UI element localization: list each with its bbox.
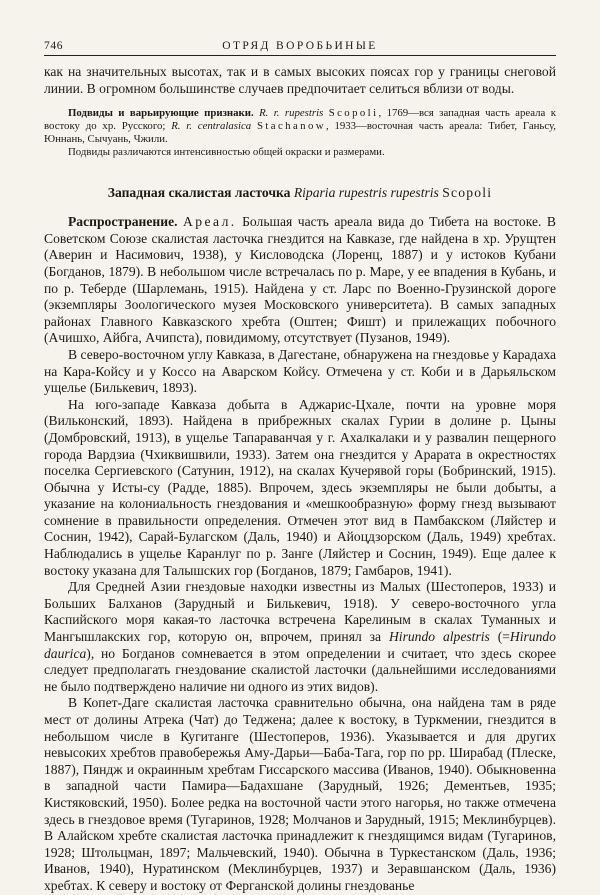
section-title-latin: Riparia rupestris rupestris <box>293 185 439 201</box>
p4-text-a: Для Средней Азии гнездовые находки известны из Малых (Шестоперов, 1933) и Больших Балханов (Зарудный и Билькевич, 1918). У северо-восточного угла Каспийского моря какая-то ласточка встречена Карелиным в скалах Туманных и Мангышлакских гор, которую он, впрочем, принял за <box>44 579 556 645</box>
distribution-p1-text: Большая часть ареала вида до Тибета на востоке. В Советском Союзе скалистая ласточка гнездится на Кавказе, где найдена в хр. Урущтен (Аверин и Насимович, 1938), у Кисловодска (Лоренц, 1887) и у истоков Кубани (Богданов, 1879). В небольшом числе встречалась по р. Маре, у ее впадения в Кубань, и по р. Теберде (Шарлемань, 1915). Найдена у ст. Ларс по Военно-Грузинской дороге (экземпляры Зоологического музея Московского университета). В самых западных районах Главного Кавказского хребта (Оштен; Фишт) и прилежащих побочного (Ачишхо, Айбга, Ачипста), повидимому, отсутствует (Пузанов, 1949). <box>44 214 556 346</box>
subspecies-block <box>44 107 556 159</box>
subspecies-author-1: Scopoli <box>328 107 379 120</box>
subspecies-note: Подвиды различаются интенсивностью общей окраски и размерами. <box>68 146 385 159</box>
distribution-section <box>44 214 556 894</box>
p4-latin-1: Hirundo alpestris <box>388 629 490 645</box>
subspecies-author-2: Stachanow <box>256 120 326 133</box>
subspecies-text-2: , 1933—восточная часть ареала: Тибет, Ганьсу, Юннань, Сычуань, Чжили. <box>44 120 557 146</box>
distribution-paragraph-4 <box>44 579 556 695</box>
areal-label: Ареал. <box>183 214 237 230</box>
p4-latin-2: Hirundo daurica <box>44 629 556 661</box>
header-rule <box>44 55 556 56</box>
section-title-author: Scopoli <box>442 185 493 201</box>
distribution-lead: Распространение. <box>68 214 178 230</box>
distribution-paragraph-2: В северо-восточном углу Кавказа, в Дагестане, обнаружена на гнездовье у Карадаха на Кара-Койсу и у Коссо на Аварском Койсу. Отмечена у ст. Коби и в Дарьяльском ущелье (Билькевич, 1893). <box>44 346 556 396</box>
intro-paragraph: как на значительных высотах, так и в самых высоких поясах гор у границы снеговой линии. В огромном большинстве случаев предпочитает селиться вблизи от воды. <box>44 64 556 96</box>
subspecies-name-2: R. r. centralasica <box>171 120 252 133</box>
subspecies-lead: Подвиды и варьирующие признаки. <box>68 107 254 120</box>
p4-text-b: (= <box>489 629 510 645</box>
distribution-paragraph-3: На юго-западе Кавказа добыта в Аджарис-Цхале, почти на уровне моря (Вильконский, 1893). Найдена в прибрежных скалах Гурии в долине р. Цыны (Домбровский, 1913), в ущелье Тапараванчая у г. Ахалкалаки и у развалин пещерного города Вардзиа (Чхиквишвили, 1933). Затем она гнездится у Арарата в окрестностях поселка Сергиевского (Сатунин, 1912), на скалах Кучерявой горы (Бобринский, 1915). Обычна у Исты-су (Радде, 1885). Впрочем, здесь экземпляры не были добыты, а указание на колониальность гнездования и «мешкообразную» форму гнезд вызывают сомнение в правильности определения. Отмечен этот вид в Памбакском (Ляйстер и Соснин, 1942), Сарай-Булагском (Даль, 1940) и Айоцдзорском (Даль, 1949) хребтах. Наблюдались в ущелье Каранлуг по р. Занге (Ляйстер и Соснин, 1949). Еще далее к востоку указана для Талышских гор (Богданов, 1879; Гамбаров, 1941). <box>44 396 556 578</box>
section-heading <box>44 185 556 201</box>
p4-text-c: ), но Богданов сомневается в этом определении и считает, что здесь скорее следует предполагать гнездование скалистой ласточки (дальнейшими исследованиями не было подтверждено наличие ни одного из этих видов). <box>44 645 556 694</box>
subspecies-paragraph <box>44 107 556 146</box>
section-title-ru: Западная скалистая ласточка <box>107 185 291 201</box>
distribution-paragraph-1 <box>44 214 556 347</box>
distribution-paragraph-5: В Копет-Даге скалистая ласточка сравнительно обычна, она найдена там в ряде мест от долины Атрека (Чат) до Теджена; далее к востоку, в Туркмении, гнездится в небольшом числе в Кугитанге (Шестоперов, 1936). Указывается и для других невысоких хребтов правобережья Аму-Дарьи—Баба-Тага, гор по рр. Ширабад (Плеске, 1887), Пяндж и окраинным хребтам Гиссарского массива (Иванов, 1940). Обыкновенна в западной части Памира—Бадахшане (Зарудный, 1926; Дементьев, 1935; Кистяковский, 1950). Более редка на восточной части этого нагорья, но также отмечена здесь в гнездовое время (Тугаринов, 1928; Молчанов и Зарудный, 1915; Меклинбурцев). В Алайском хребте скалистая ласточка принадлежит к гнездящимся видам (Тугаринов, 1928; Штольцман, 1897; Мальчевский, 1940). Обычна в Туркестанском (Даль, 1936; Иванов, 1940), Нуратинском (Меклинбурцев, 1937) и Зеравшанском (Даль, 1936) хребтах. К северу и востоку от Ферганской долины гнездованье <box>44 695 556 893</box>
page-number: 746 <box>44 40 64 52</box>
page-header <box>44 40 556 52</box>
subspecies-text-1: , 1769—вся западная часть ареала к востоку до хр. Русского; <box>44 107 556 133</box>
subspecies-name-1: R. r. rupestris <box>259 107 324 120</box>
running-title: ОТРЯД ВОРОБЬИНЫЕ <box>222 40 378 52</box>
